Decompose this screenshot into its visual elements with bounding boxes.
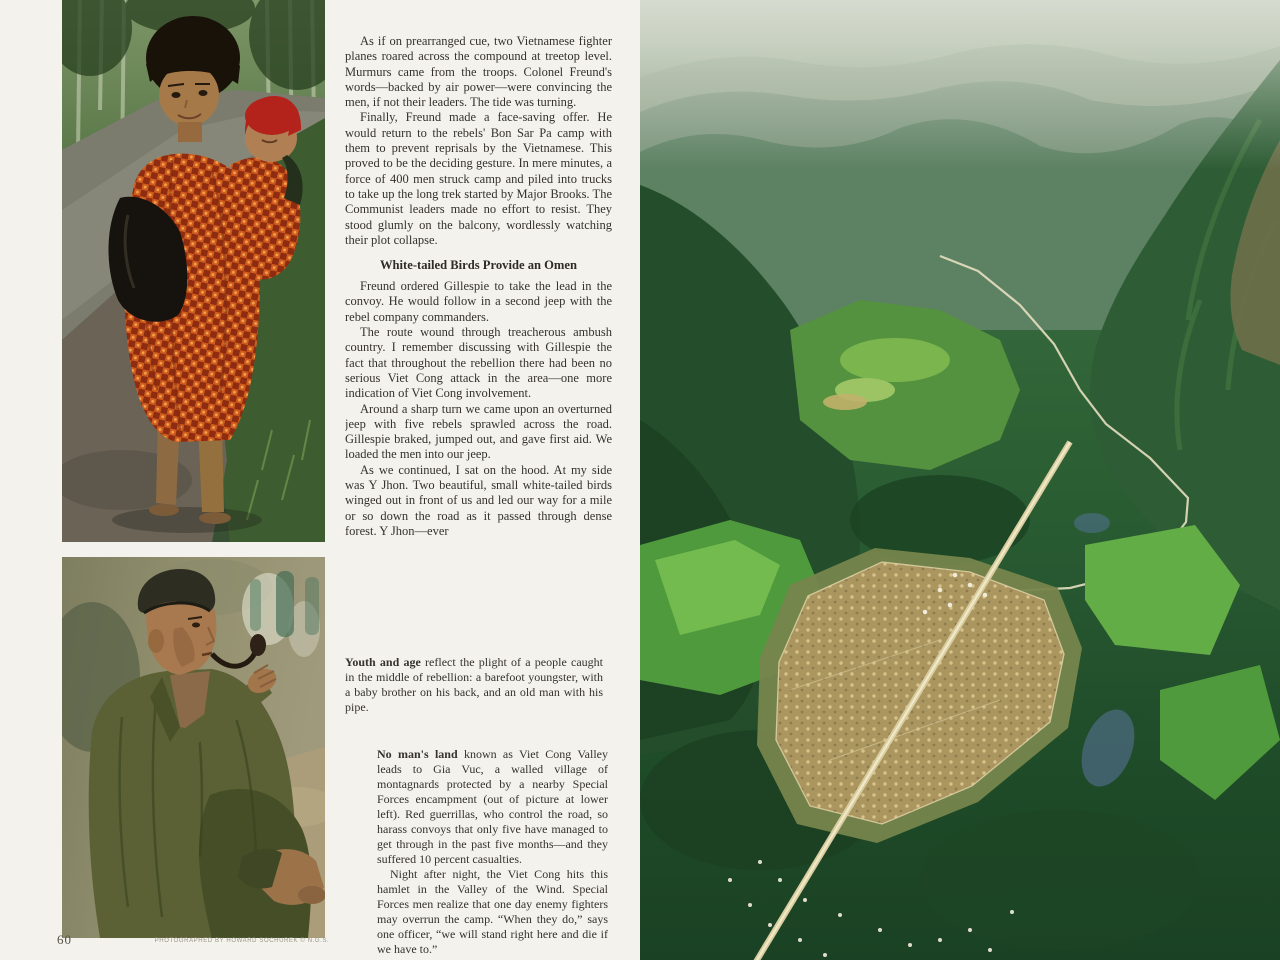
man-photo-illustration (62, 557, 325, 938)
body-paragraph: The route wound through treacherous ambush country. I remember discussing with Gillespie the fact that throughout the rebellion there had been no serious Viet Cong attack in the area—one more indication of Viet Cong involvement. (345, 325, 612, 401)
caption-no-mans-land (377, 747, 608, 957)
caption-youth-and-age (345, 655, 603, 715)
caption-lead: No man's land (377, 747, 458, 761)
photo-man-with-pipe (62, 557, 325, 938)
body-paragraph: Around a sharp turn we came upon an overturned jeep with five rebels sprawled across the road. Gillespie braked, jumped out, and gave first aid. We loaded the men into our jeep. (345, 401, 612, 462)
caption-text: known as Viet Cong Valley leads to Gia Vuc, a walled village of montagnards protected by a nearby Special Forces encampment (out of picture at lower left). Red guerrillas, who control the road, so harass convoys that only five have managed to get through in the past five months—and they suffered 10 percent casualties. (377, 747, 608, 866)
body-paragraph: As we continued, I sat on the hood. At my side was Y Jhon. Two beautiful, small white-tailed birds winged out in front of us and led our way for a mile or so down the road as it passed through dense forest. Y Jhon—ever (345, 462, 612, 538)
photo-aerial-viet-cong-valley (640, 0, 1280, 960)
body-paragraph: As if on prearranged cue, two Vietnamese fighter planes roared across the compound at treetop level. Murmurs came from the troops. Colonel Freund's words—backed by air power—were convincing the men, if not their leaders. The tide was turning. (345, 34, 612, 110)
body-paragraph: Freund ordered Gillespie to take the lead in the convoy. He would follow in a second jeep with the rebel company commanders. (345, 279, 612, 324)
page-number: 60 (57, 932, 72, 947)
caption-lead: Youth and age (345, 655, 421, 669)
section-subhead: White-tailed Birds Provide an Omen (379, 258, 578, 273)
caption-text: reflect the plight of a people caught in the middle of rebellion: a barefoot youngster, with a baby brother on his back, and an old man with his pipe. (345, 655, 603, 714)
photo-credit: PHOTOGRAPHED BY HOWARD SOCHUREK © N.G.S. (154, 938, 330, 944)
boy-photo-illustration (62, 0, 325, 542)
body-paragraph: Finally, Freund made a face-saving offer. He would return to the rebels' Bon Sar Pa camp with them to prevent reprisals by the Vietnamese. This proved to be the deciding gesture. In mere minutes, a force of 400 men struck camp and piled into trucks to take up the long trek started by Major Brooks. The Communist leaders made no effort to resist. They stood glumly on the balcony, wordlessly watching their plot collapse. (345, 110, 612, 247)
caption-text: Night after night, the Viet Cong hits this hamlet in the Valley of the Wind. Special Forces men realize that one day enemy fighters may overrun the camp. “When they do,” says one officer, “we will stand right here and die if we have to.” (377, 867, 608, 956)
article-text-column (345, 34, 612, 650)
photo-boy-with-baby (62, 0, 325, 542)
aerial-valley-illustration (640, 0, 1280, 960)
